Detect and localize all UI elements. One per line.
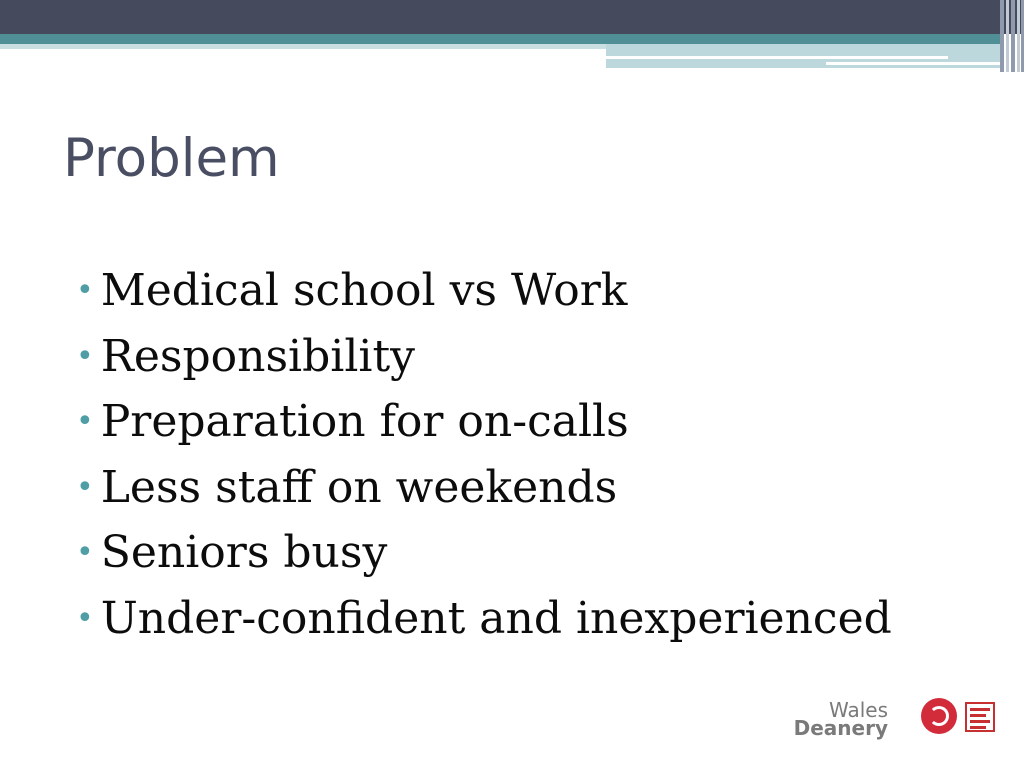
bullet-list	[76, 262, 892, 655]
logo-text-deanery: Deanery	[793, 716, 888, 740]
wales-deanery-logo	[793, 698, 998, 742]
header-white-line	[606, 56, 948, 59]
bullet-item	[76, 590, 892, 656]
header-teal-band	[0, 34, 1000, 44]
bullet-item	[76, 328, 892, 394]
bullet-item	[76, 393, 892, 459]
bullet-text: Less staff on weekends	[100, 461, 618, 513]
bullet-dot-icon: •	[76, 469, 94, 505]
dragon-emblem-icon	[921, 698, 957, 734]
header-right-stripes	[1000, 0, 1024, 72]
bullet-item	[76, 262, 892, 328]
slide-title: Problem	[63, 128, 280, 189]
header-white-line	[826, 62, 1000, 65]
header-teal-thin-line	[0, 44, 606, 49]
bullet-dot-icon: •	[76, 535, 94, 570]
bullet-text: Under-confident and inexperienced	[100, 592, 892, 644]
bullet-dot-icon: •	[76, 600, 94, 636]
header-dark-bar	[0, 0, 1024, 34]
bullet-dot-icon: •	[76, 338, 94, 374]
logo-text-wales: Wales	[828, 698, 888, 722]
bullet-text: Seniors busy	[100, 527, 388, 578]
bullet-text: Responsibility	[100, 330, 416, 382]
bullet-text: Preparation for on-calls	[100, 396, 629, 447]
bullet-dot-icon: •	[76, 404, 94, 439]
bullet-item	[76, 459, 892, 525]
bullet-item	[76, 524, 892, 590]
cardiff-university-crest-icon	[965, 702, 995, 732]
bullet-dot-icon: •	[76, 273, 94, 308]
bullet-text: Medical school vs Work	[100, 265, 628, 316]
